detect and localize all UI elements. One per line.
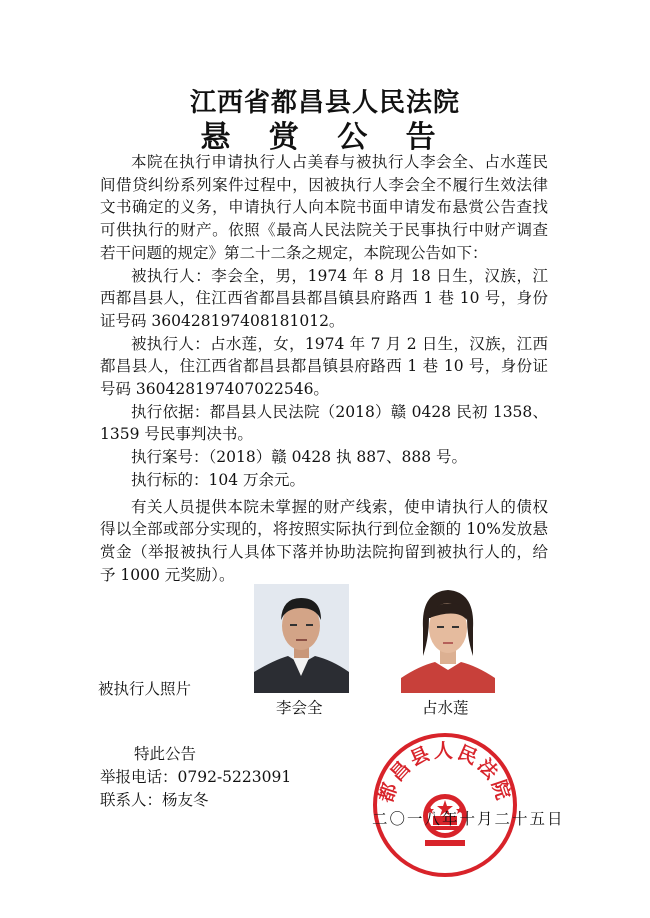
debtor-photo-li [254,584,349,693]
seal-text: 都昌县人民法院 [375,740,515,806]
notice-body [100,151,548,586]
intro-paragraph: 本院在执行申请执行人占美春与被执行人李会全、占水莲民间借贷纠纷系列案件过程中，因被执行人李会全不履行生效法律文书确定的义务，申请执行人向本院书面申请发布悬赏公告查找可供执行的财产。依照《最高人民法院关于民事执行中财产调查若干问题的规定》第二十二条之规定，本院现公告如下： [100,153,548,262]
photo-name-li: 李会全 [276,699,323,717]
debtor-2-paragraph: 被执行人：占水莲，女，1974 年 7 月 2 日生，汉族，江西都昌县人，住江西省都昌县都昌镇县府路西 1 巷 10 号，身份证号码 360428197407022546。 [100,334,548,399]
contact-person: 联系人：杨友冬 [100,791,209,809]
report-phone: 举报电话：0792-5223091 [100,768,292,786]
debtor-photo-zhan [401,578,495,693]
court-seal [370,730,520,880]
reward-paragraph: 有关人员提供本院未掌握的财产线索，使申请执行人的债权得以全部或部分实现的，将按照实际执行到位金额的 10%发放悬赏金（举报被执行人具体下落并协助法院拘留到被执行人的，给予 1000 元奖励）。 [100,497,548,584]
closing-text: 特此公告 [134,745,197,763]
case-number-paragraph: 执行案号：（2018）赣 0428 执 887、888 号。 [131,448,468,467]
photo-name-zhan: 占水莲 [422,699,469,717]
notice-date: 二〇一八年十月二十五日 [372,810,565,828]
amount-paragraph: 执行标的：104 万余元。 [131,470,306,489]
notice-title: 悬 赏 公 告 [200,120,450,155]
court-name: 江西省都昌县人民法院 [189,88,460,118]
basis-paragraph: 执行依据：都昌县人民法院（2018）赣 0428 民初 1358、1359 号民事判决书。 [100,402,548,444]
debtor-1-paragraph: 被执行人：李会全，男，1974 年 8 月 18 日生，汉族，江西都昌县人，住江西省都昌县都昌镇县府路西 1 巷 10 号，身份证号码 360428197408181012。 [100,266,548,330]
photos-label: 被执行人照片 [98,680,192,698]
